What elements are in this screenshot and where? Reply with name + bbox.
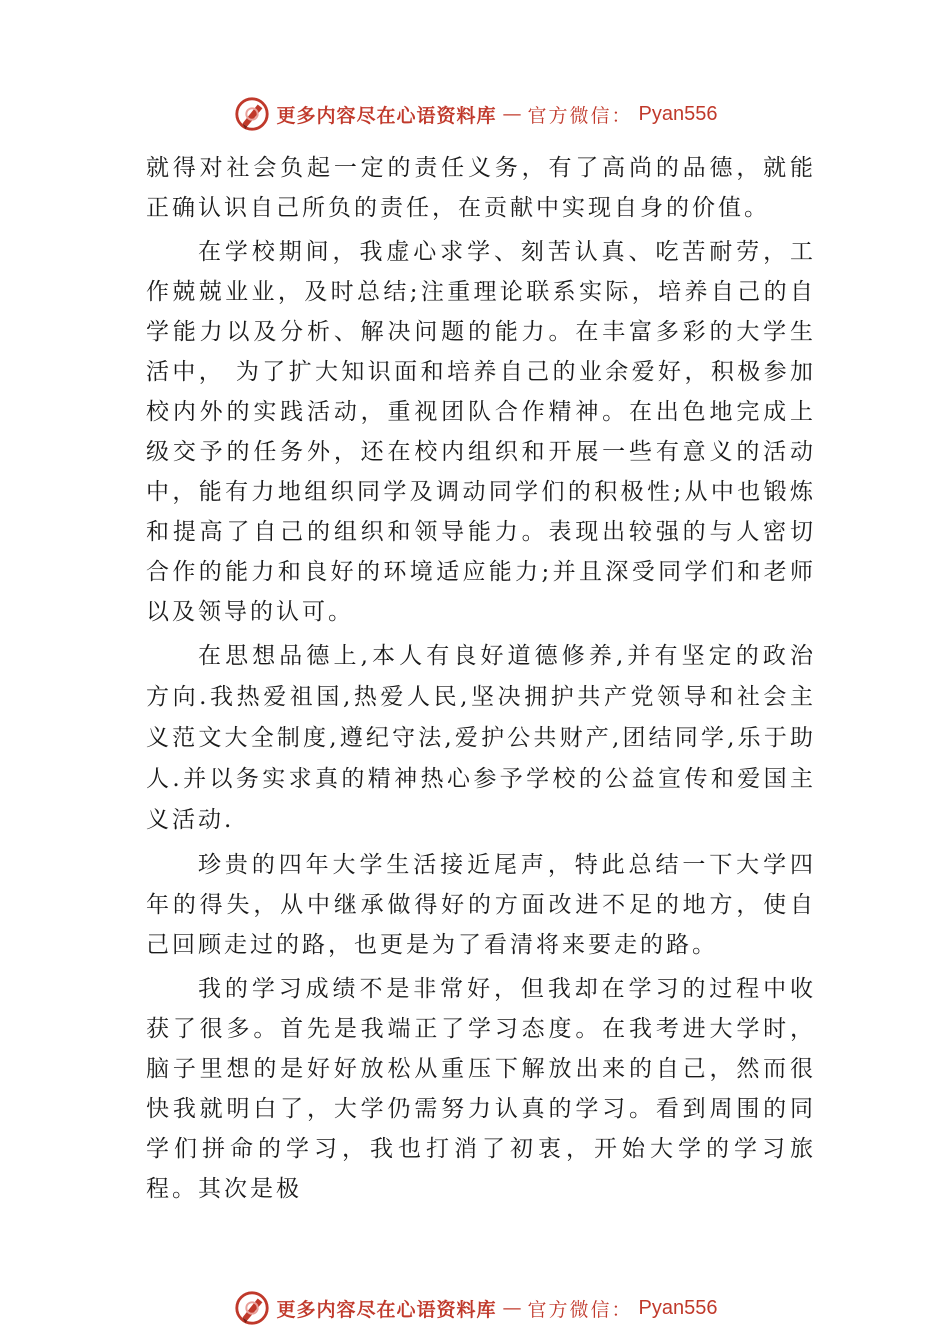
paragraph-3: 在思想品德上,本人有良好道德修养,并有坚定的政治方向.我热爱祖国,热爱人民,坚决拥护共产党领导和社会主义范文大全制度,遵纪守法,爱护公共财产,团结同学,乐于助人.并以务实求真的精神热心参予学校的公益宣传和爱国主义活动. — [146, 643, 816, 833]
wechat-id: Pyan556 — [638, 1296, 718, 1319]
brand-text: 更多内容尽在心语资料库 — [276, 104, 497, 127]
paragraph-2: 在学校期间，我虚心求学、刻苦认真、吃苦耐劳，工作兢兢业业，及时总结;注重理论联系实际，培养自己的自学能力以及分析、解决问题的能力。在丰富多彩的大学生活中， 为了扩大知识面和培养自己的业余爱好，积极参加校内外的实践活动，重视团队合作精神。在出色地完成上级交予的任务外，还在校内组织和开展一些有意义的活动中，能有力地组织同学及调动同学们的积极性;从中也锻炼和提高了自己的组织和领导能力。表现出较强的与人密切合作的能力和良好的环境适应能力;并且深受同学们和老师以及领导的认可。 — [146, 239, 816, 625]
brand-text: 更多内容尽在心语资料库 — [276, 1298, 497, 1321]
pen-logo-icon — [233, 1289, 271, 1327]
wechat-label: 官方微信： — [527, 104, 633, 127]
separator: — — [502, 1297, 522, 1319]
header-banner — [0, 92, 950, 136]
pen-logo-icon — [233, 95, 271, 133]
paragraph-5: 我的学习成绩不是非常好，但我却在学习的过程中收获了很多。首先是我端正了学习态度。在我考进大学时，脑子里想的是好好放松从重压下解放出来的自己，然而很快我就明白了，大学仍需努力认真的学习。看到周围的同学们拼命的学习，我也打消了初衷，开始大学的学习旅程。其次是极 — [146, 976, 816, 1202]
wechat-id: Pyan556 — [638, 102, 718, 125]
separator: — — [502, 103, 522, 125]
wechat-label: 官方微信： — [527, 1298, 633, 1321]
footer-banner — [0, 1286, 950, 1330]
document-body — [146, 148, 816, 1209]
paragraph-4: 珍贵的四年大学生活接近尾声，特此总结一下大学四年的得失，从中继承做得好的方面改进不足的地方，使自己回顾走过的路，也更是为了看清将来要走的路。 — [146, 852, 816, 958]
paragraph-1: 就得对社会负起一定的责任义务，有了高尚的品德，就能正确认识自己所负的责任，在贡献中实现自身的价值。 — [146, 155, 816, 221]
